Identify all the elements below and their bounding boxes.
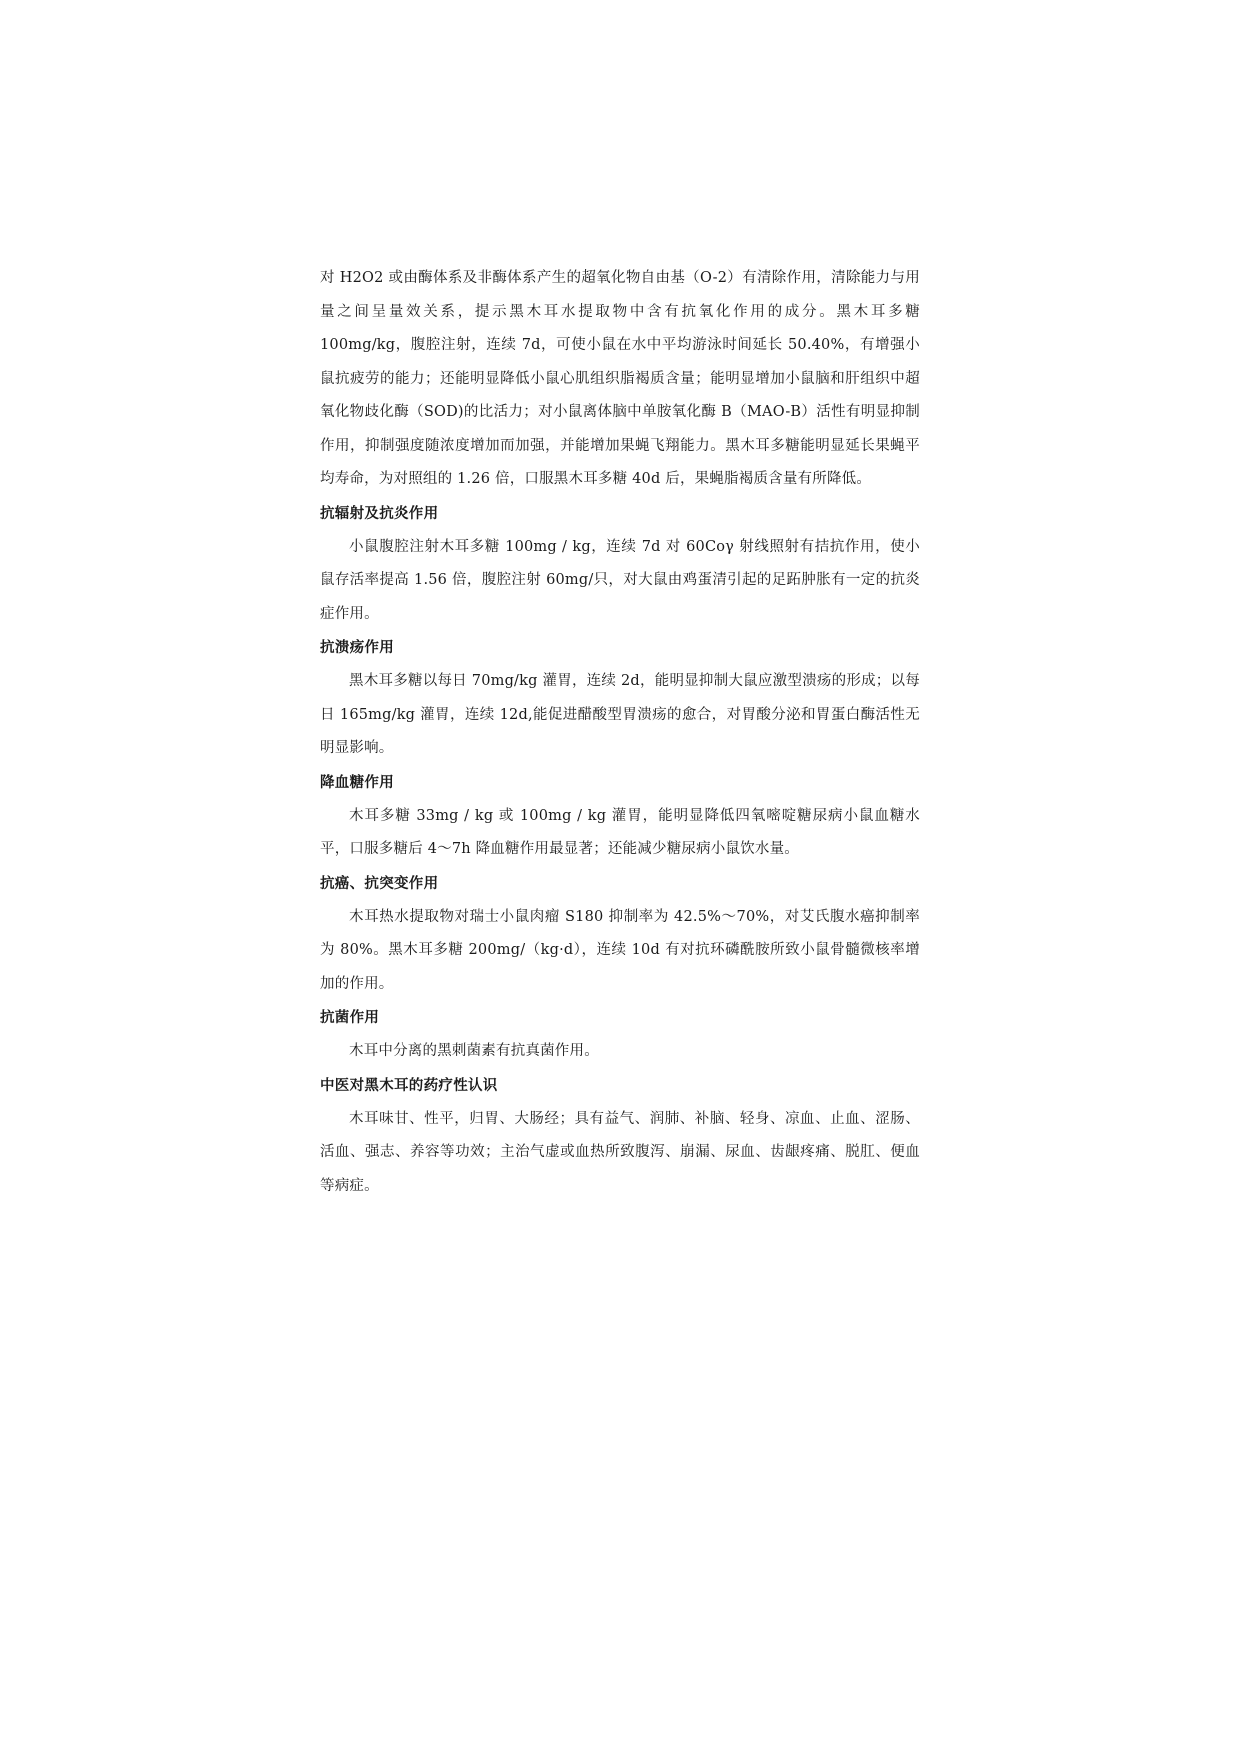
intro-paragraph: 对 H2O2 或由酶体系及非酶体系产生的超氧化物自由基（O-2）有清除作用，清除能力与用量之间呈量效关系，提示黑木耳水提取物中含有抗氧化作用的成分。黑木耳多糖 100mg/kg，腹腔注射，连续 7d，可使小鼠在水中平均游泳时间延长 50.40%，有增强小鼠抗疲劳的能力；还能明显降低小鼠心肌组织脂褐质含量；能明显增加小鼠脑和肝组织中超氧化物歧化酶（SOD)的比活力；对小鼠离体脑中单胺氧化酶 B（MAO-B）活性有明显抑制作用，抑制强度随浓度增加而加强，并能增加果蝇飞翔能力。黑木耳多糖能明显延长果蝇平均寿命，为对照组的 1.26 倍，口服黑木耳多糖 40d 后，果蝇脂褐质含量有所降低。 [320,270,920,487]
section-heading-blood-sugar: 降血糖作用 [320,774,394,791]
section-body-blood-sugar: 木耳多糖 33mg / kg 或 100mg / kg 灌胃，能明显降低四氧嘧啶糖尿病小鼠血糖水平，口服多糖后 4～7h 降血糖作用最显著；还能减少糖尿病小鼠饮水量。 [320,807,920,857]
section-heading-tcm: 中医对黑木耳的药疗性认识 [320,1077,498,1094]
section-heading-anti-ulcer: 抗溃疡作用 [320,640,394,656]
section-heading-anti-cancer: 抗癌、抗突变作用 [320,875,439,892]
section-body-anti-radiation: 小鼠腹腔注射木耳多糖 100mg / kg，连续 7d 对 60Coγ 射线照射有拮抗作用，使小鼠存活率提高 1.56 倍，腹腔注射 60mg/只，对大鼠由鸡蛋清引起的足跖肿胀有一定的抗炎症作用。 [320,538,920,622]
section-body-anti-cancer: 木耳热水提取物对瑞士小鼠肉瘤 S180 抑制率为 42.5%～70%，对艾氏腹水癌抑制率为 80%。黑木耳多糖 200mg/（kg·d），连续 10d 有对抗环磷酰胺所致小鼠骨髓微核率增加的作用。 [320,908,920,992]
section-body-antibacterial: 木耳中分离的黑刺菌素有抗真菌作用。 [349,1043,599,1059]
section-body-anti-ulcer: 黑木耳多糖以每日 70mg/kg 灌胃，连续 2d，能明显抑制大鼠应激型溃疡的形成；以每日 165mg/kg 灌胃，连续 12d,能促进醋酸型胃溃疡的愈合，对胃酸分泌和胃蛋白酶活性无明显影响。 [320,673,920,756]
document-page [320,262,920,1203]
section-body-tcm: 木耳味甘、性平，归胃、大肠经；具有益气、润肺、补脑、轻身、凉血、止血、涩肠、活血、强志、养容等功效；主治气虚或血热所致腹泻、崩漏、尿血、齿龈疼痛、脱肛、便血等病症。 [320,1110,920,1194]
section-heading-antibacterial: 抗菌作用 [320,1010,380,1026]
section-heading-anti-radiation: 抗辐射及抗炎作用 [320,505,439,522]
